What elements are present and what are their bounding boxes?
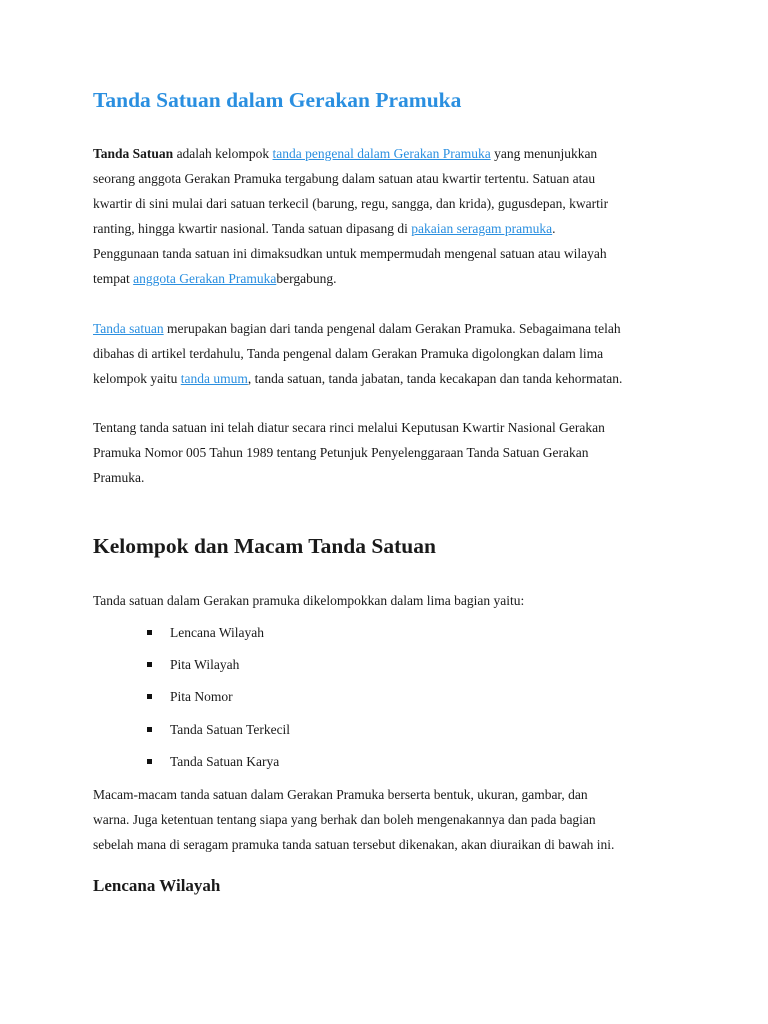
paragraph-line: dibahas di artikel terdahulu, Tanda pengenal dalam Gerakan Pramuka digolongkan dalam lima bbox=[93, 346, 604, 361]
list-item-label: Pita Wilayah bbox=[170, 657, 240, 673]
paragraph-line bbox=[93, 266, 673, 291]
paragraph-line: warna. Juga ketentuan tentang siapa yang berhak dan boleh mengenakannya dan pada bagian bbox=[93, 812, 596, 827]
paragraph-line: Tentang tanda satuan ini telah diatur secara rinci melalui Keputusan Kwartir Nasional Gerakan bbox=[93, 420, 605, 435]
link-anggota-gerakan[interactable]: anggota Gerakan Pramuka bbox=[133, 271, 277, 286]
text-run: , tanda satuan, tanda jabatan, tanda kecakapan dan tanda kehormatan. bbox=[247, 371, 623, 386]
link-pakaian-seragam[interactable]: pakaian seragam pramuka bbox=[411, 221, 553, 236]
square-bullet-icon bbox=[147, 759, 152, 764]
paragraph-line bbox=[93, 316, 673, 341]
text-run: merupakan bagian dari tanda pengenal dalam Gerakan Pramuka. Sebagaimana telah bbox=[163, 321, 621, 336]
list-item-label: Tanda Satuan Karya bbox=[170, 753, 280, 769]
paragraph-line: Tanda satuan dalam Gerakan pramuka dikelompokkan dalam lima bagian yaitu: bbox=[93, 593, 525, 608]
link-tanda-umum[interactable]: tanda umum bbox=[180, 371, 248, 386]
square-bullet-icon bbox=[147, 694, 152, 699]
list-item bbox=[147, 622, 290, 654]
paragraph-line bbox=[93, 216, 673, 241]
paragraph-line: Macam-macam tanda satuan dalam Gerakan Pramuka berserta bentuk, ukuran, gambar, dan bbox=[93, 787, 588, 802]
square-bullet-icon bbox=[147, 630, 152, 635]
bullet-list bbox=[147, 622, 290, 783]
list-item-label: Pita Nomor bbox=[170, 689, 233, 705]
text-run: . bbox=[552, 221, 556, 236]
text-run: ranting, hingga kwartir nasional. Tanda satuan dipasang di bbox=[93, 221, 412, 236]
paragraph-line: sebelah mana di seragam pramuka tanda satuan tersebut dikenakan, akan diuraikan di bawah ini. bbox=[93, 837, 615, 852]
list-item-label: Lencana Wilayah bbox=[170, 625, 265, 640]
paragraph-line: kwartir di sini mulai dari satuan terkecil (barung, regu, sangga, dan krida), gugusdepan, kwartir bbox=[93, 196, 609, 211]
square-bullet-icon bbox=[147, 662, 152, 667]
paragraph-line: Pramuka Nomor 005 Tahun 1989 tentang Petunjuk Penyelenggaraan Tanda Satuan Gerakan bbox=[93, 445, 589, 460]
subsection-heading: Lencana Wilayah bbox=[93, 876, 221, 895]
link-tanda-satuan[interactable]: Tanda satuan bbox=[93, 321, 164, 336]
paragraph-keputusan bbox=[93, 415, 673, 490]
paragraph-intro bbox=[93, 141, 673, 291]
article-title: Tanda Satuan dalam Gerakan Pramuka bbox=[93, 88, 462, 112]
text-run: tempat bbox=[93, 271, 134, 286]
link-tanda-pengenal[interactable]: tanda pengenal dalam Gerakan Pramuka bbox=[272, 146, 491, 161]
list-item bbox=[147, 719, 290, 751]
list-item-label: Tanda Satuan Terkecil bbox=[170, 721, 291, 737]
paragraph-line bbox=[93, 366, 673, 391]
paragraph-line bbox=[93, 141, 673, 166]
text-run: adalah kelompok bbox=[173, 146, 273, 161]
section-heading: Kelompok dan Macam Tanda Satuan bbox=[93, 534, 436, 558]
list-item bbox=[147, 654, 290, 686]
paragraph-line: seorang anggota Gerakan Pramuka tergabung dalam satuan atau kwartir tertentu. Satuan atau bbox=[93, 171, 596, 186]
text-run: kelompok yaitu bbox=[93, 371, 181, 386]
text-run: yang menunjukkan bbox=[490, 146, 598, 161]
paragraph-line: Penggunaan tanda satuan ini dimaksudkan untuk mempermudah mengenal satuan atau wilayah bbox=[93, 246, 607, 261]
list-item bbox=[147, 751, 290, 783]
list-item bbox=[147, 686, 290, 718]
paragraph-list-intro bbox=[93, 588, 673, 613]
paragraph-macam bbox=[93, 782, 673, 857]
bold-term: Tanda Satuan bbox=[93, 146, 174, 161]
paragraph-tanda-satuan bbox=[93, 316, 673, 391]
text-run: bergabung. bbox=[276, 271, 337, 286]
paragraph-line: Pramuka. bbox=[93, 470, 145, 485]
square-bullet-icon bbox=[147, 727, 152, 732]
